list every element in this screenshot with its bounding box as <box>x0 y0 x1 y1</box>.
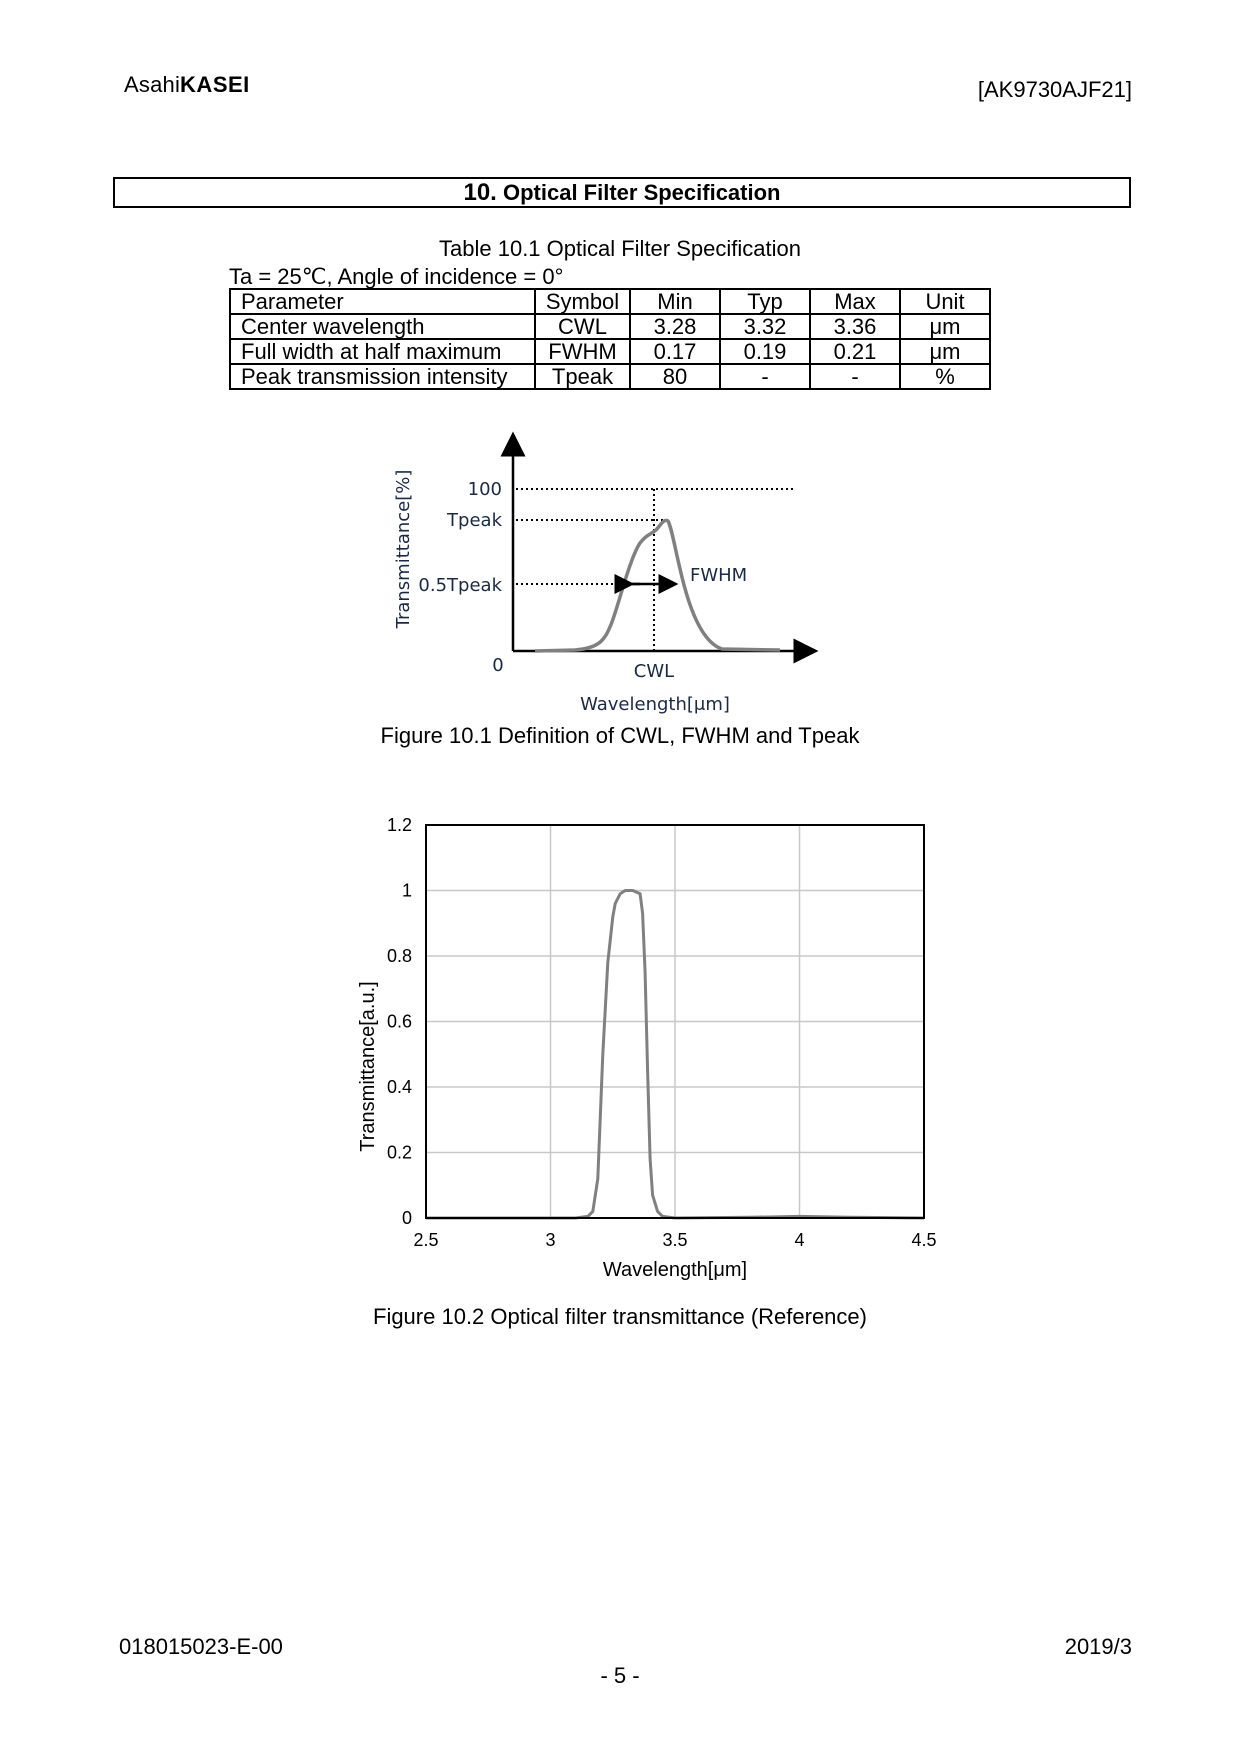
asahi-kasei-logo <box>124 72 250 98</box>
x-tick-label: 3.5 <box>662 1230 688 1250</box>
section-title-box <box>113 177 1131 208</box>
footer-doc-number: 018015023-E-00 <box>119 1634 283 1659</box>
table-cell: 3.28 <box>630 314 720 339</box>
y-tick-label: 1.2 <box>386 815 412 835</box>
header-cell: Max <box>810 289 900 314</box>
footer-date: 2019/3 <box>1064 1634 1132 1659</box>
table-row <box>230 339 990 364</box>
chart-x-label: Wavelength[μm] <box>602 1259 748 1281</box>
label-fwhm: FWHM <box>690 565 748 586</box>
x-tick-label: 3 <box>545 1230 556 1250</box>
table-cell: Center wavelength <box>230 314 535 339</box>
table-cell: CWL <box>535 314 630 339</box>
table-cell: % <box>900 364 990 389</box>
table-conditions: Ta = 25℃, Angle of incidence = 0° <box>229 264 564 289</box>
table-cell: 0.17 <box>630 339 720 364</box>
table-cell: 3.36 <box>810 314 900 339</box>
diagram-x-label: Wavelength[μm] <box>580 694 730 715</box>
y-tick-label: 0.6 <box>386 1011 412 1032</box>
chart-y-label: Transmittance[a.u.] <box>357 981 379 1152</box>
logo-bold-text: KASEI <box>180 72 250 97</box>
figure-1-caption: Figure 10.1 Definition of CWL, FWHM and Tpeak <box>380 723 860 748</box>
table-cell: - <box>810 364 900 389</box>
label-half-tpeak: 0.5Tpeak <box>418 575 502 596</box>
label-100: 100 <box>467 479 502 500</box>
table-cell: Full width at half maximum <box>230 339 535 364</box>
table-cell: Peak transmission intensity <box>230 364 535 389</box>
header-cell: Unit <box>900 289 990 314</box>
y-tick-label: 0.8 <box>386 946 412 966</box>
y-tick-label: 0 <box>401 1208 412 1228</box>
table-cell: 3.32 <box>720 314 810 339</box>
label-cwl: CWL <box>633 661 675 682</box>
y-tick-label: 0.2 <box>386 1142 412 1163</box>
header-cell: Parameter <box>230 289 535 314</box>
table-cell: Tpeak <box>535 364 630 389</box>
header-cell: Symbol <box>535 289 630 314</box>
label-tpeak: Tpeak <box>447 510 502 531</box>
logo-light-text: Asahi <box>124 72 181 97</box>
table-cell: 0.21 <box>810 339 900 364</box>
table-cell: μm <box>900 339 990 364</box>
table-cell: 80 <box>630 364 720 389</box>
y-tick-label: 1 <box>401 880 412 901</box>
section-title: Optical Filter Specification <box>502 180 781 205</box>
table-cell: 0.19 <box>720 339 810 364</box>
y-tick-label: 0.4 <box>386 1077 412 1097</box>
table-row <box>230 314 990 339</box>
diagram-y-label: Transmittance[%] <box>393 469 414 629</box>
table-cell: FWHM <box>535 339 630 364</box>
label-zero: 0 <box>492 655 504 676</box>
table-header-row <box>230 289 990 314</box>
page-number: - 5 - <box>600 1663 640 1688</box>
header-cell: Typ <box>720 289 810 314</box>
table-cell: - <box>720 364 810 389</box>
header-cell: Min <box>630 289 720 314</box>
table-cell: μm <box>900 314 990 339</box>
x-tick-label: 2.5 <box>413 1230 439 1250</box>
table-row <box>230 364 990 389</box>
transmittance-chart <box>340 800 960 1290</box>
figure-2-caption: Figure 10.2 Optical filter transmittance (Reference) <box>373 1304 867 1329</box>
spec-table <box>229 288 991 390</box>
table-caption: Table 10.1 Optical Filter Specification <box>439 236 801 261</box>
definition-diagram <box>380 428 830 718</box>
document-id: [AK9730AJF21] <box>977 77 1132 102</box>
x-tick-label: 4.5 <box>911 1230 937 1250</box>
section-number: 10. <box>463 179 497 206</box>
x-tick-label: 4 <box>794 1230 805 1250</box>
